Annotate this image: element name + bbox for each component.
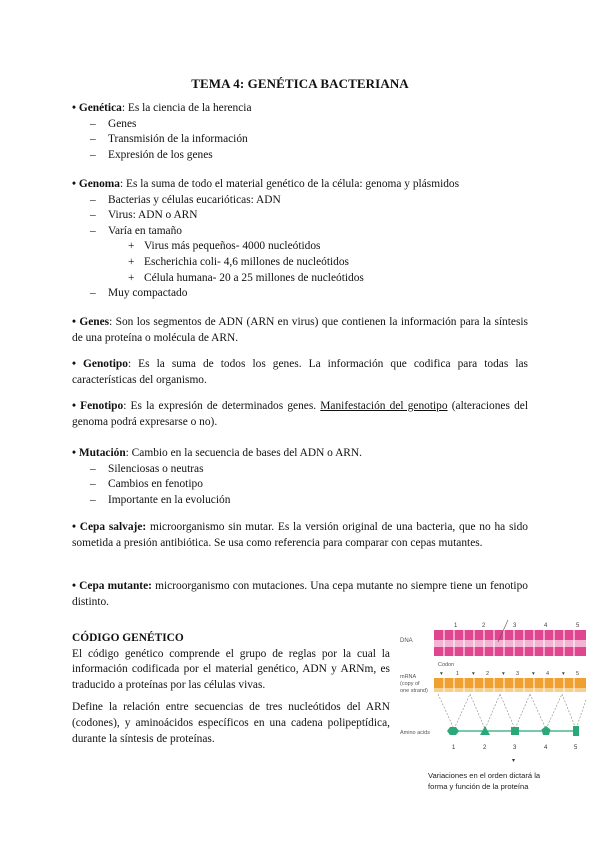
cepa-mutante-definition	[72, 579, 528, 610]
amino-acids-label: Amino acids	[400, 730, 430, 736]
section-genotipo	[72, 357, 528, 388]
figure-caption-line-2: forma y función de la proteína	[428, 782, 529, 791]
svg-text:3: 3	[516, 671, 520, 677]
section-codigo-genetico	[72, 631, 390, 747]
list-item: – Cambios en fenotipo	[72, 477, 528, 493]
section-genetica	[72, 101, 528, 163]
bottom-number: 5	[574, 745, 578, 751]
codon-numbers	[440, 671, 579, 677]
svg-text:2: 2	[486, 671, 490, 677]
genetica-term: • Genética	[72, 102, 122, 114]
fenotipo-underlined: Manifestación del genotipo	[320, 400, 448, 412]
sub-list-item: + Virus más pequeños- 4000 nucleótidos	[72, 239, 528, 255]
list-item: – Genes	[72, 117, 528, 133]
svg-text:▾: ▾	[440, 671, 443, 677]
genoma-term: • Genoma	[72, 178, 120, 190]
mrna-strand	[434, 678, 586, 692]
cepa-mutante-term: • Cepa mutante:	[72, 580, 152, 592]
codon-label: Codon	[438, 662, 455, 668]
section-mutacion	[72, 446, 528, 508]
genetica-def-text: : Es la ciencia de la herencia	[121, 102, 252, 114]
sub-list-item: + Célula humana- 20 a 25 millones de nucleótidos	[72, 271, 528, 287]
top-number: 1	[454, 623, 458, 629]
genes-term: • Genes	[72, 316, 110, 328]
fenotipo-def-text: : Es la expresión de determinados genes.	[123, 400, 321, 412]
amino-acid-square	[511, 727, 519, 735]
list-item: – Importante en la evolución	[72, 493, 528, 509]
amino-acid-chain	[447, 726, 579, 736]
svg-text:▾: ▾	[472, 671, 475, 677]
svg-text:4: 4	[546, 671, 550, 677]
top-number: 4	[544, 623, 548, 629]
genetic-code-figure	[398, 618, 590, 798]
genotipo-definition	[72, 357, 528, 388]
genotipo-term: • Genotipo	[72, 358, 128, 370]
list-item: – Silenciosas o neutras	[72, 462, 528, 478]
cepa-salvaje-term: • Cepa salvaje:	[72, 521, 147, 533]
fenotipo-tail-text: (alteraciones del genoma podrá expresarse o no).	[72, 400, 528, 428]
codigo-paragraph-2: Define la relación entre secuencias de tres nucleótidos del ARN (codones), y aminoácidos específicos en una cadena polipeptídica, durante la síntesis de proteínas.	[72, 701, 390, 745]
mrna-label-1: mRNA	[400, 674, 417, 680]
dna-upper-band	[434, 630, 586, 640]
mutacion-term: • Mutación	[72, 447, 126, 459]
genes-definition	[72, 315, 528, 346]
bottom-number: 4	[544, 745, 548, 751]
dna-middle-band	[434, 640, 586, 647]
section-cepa-mutante	[72, 579, 528, 610]
bottom-number: 3	[513, 745, 517, 751]
list-item: – Transmisión de la información	[72, 132, 528, 148]
dna-label: DNA	[400, 638, 413, 644]
cepa-mutante-def-text: microorganismo con mutaciones. Una cepa mutante no siempre tiene un fenotipo distinto.	[72, 580, 528, 608]
mrna-light-band	[434, 688, 586, 692]
section-genes	[72, 315, 528, 346]
mrna-label-2: (copy of	[400, 681, 420, 687]
section-fenotipo	[72, 399, 528, 430]
list-item: – Expresión de los genes	[72, 148, 528, 164]
dna-lower-band	[434, 647, 586, 656]
codigo-paragraph-1: El código genético comprende el grupo de reglas por la cual la información codificada por el material genético, ADN y ARNm, es traducido a proteínas por las células vivas.	[72, 647, 390, 691]
list-item: – Varía en tamaño	[72, 224, 528, 240]
codon-to-amino-lines	[438, 694, 586, 729]
mrna-band	[434, 678, 586, 688]
svg-text:5: 5	[576, 671, 580, 677]
list-item: – Muy compactado	[72, 286, 528, 302]
svg-text:▾: ▾	[562, 671, 565, 677]
fenotipo-definition	[72, 399, 528, 430]
sub-list-item: + Escherichia coli- 4,6 millones de nucleótidos	[72, 255, 528, 271]
bottom-number: 1	[452, 745, 456, 751]
genetica-definition	[72, 101, 528, 117]
cepa-salvaje-definition	[72, 520, 528, 551]
section-genoma	[72, 177, 528, 302]
top-number: 3	[513, 623, 517, 629]
svg-text:1: 1	[456, 671, 460, 677]
fenotipo-term: • Fenotipo	[72, 400, 124, 412]
svg-text:▾: ▾	[532, 671, 535, 677]
figure-caption-line-1: Variaciones en el orden dictará la	[428, 771, 541, 780]
svg-text:▾: ▾	[502, 671, 505, 677]
page-title: TEMA 4: GENÉTICA BACTERIANA	[191, 76, 409, 91]
genoma-def-text: : Es la suma de todo el material genético de la célula: genoma y plásmidos	[119, 178, 460, 190]
section-cepa-salvaje	[72, 520, 528, 551]
cepa-salvaje-def-text: microorganismo sin mutar. Es la versión original de una bacteria, que no ha sido sometida a presión antibiótica. Se usa como referencia para comparar con cepas mutantes.	[72, 521, 528, 549]
mutacion-def-text: : Cambio en la secuencia de bases del ADN o ARN.	[125, 447, 362, 459]
amino-acid-rectangle	[573, 726, 579, 736]
amino-acid-pentagon	[542, 726, 551, 735]
list-item: – Virus: ADN o ARN	[72, 208, 528, 224]
top-number: 5	[576, 623, 580, 629]
down-arrow-icon: ▾	[512, 758, 516, 764]
mutacion-definition	[72, 446, 528, 462]
list-item: – Bacterias y células eucarióticas: ADN	[72, 193, 528, 209]
amino-acid-hexagon	[447, 727, 459, 735]
genoma-definition	[72, 177, 528, 193]
codigo-heading: CÓDIGO GENÉTICO	[72, 632, 184, 644]
bottom-number: 2	[483, 745, 487, 751]
genotipo-def-text: : Es la suma de todos los genes. La información que codifica para todas las características del organismo.	[72, 358, 528, 386]
mrna-label-3: one strand)	[400, 688, 428, 694]
genes-def-text: : Son los segmentos de ADN (ARN en virus) que contienen la información para la síntesis de una proteína o molécula de ARN.	[72, 316, 528, 344]
top-number: 2	[482, 623, 486, 629]
